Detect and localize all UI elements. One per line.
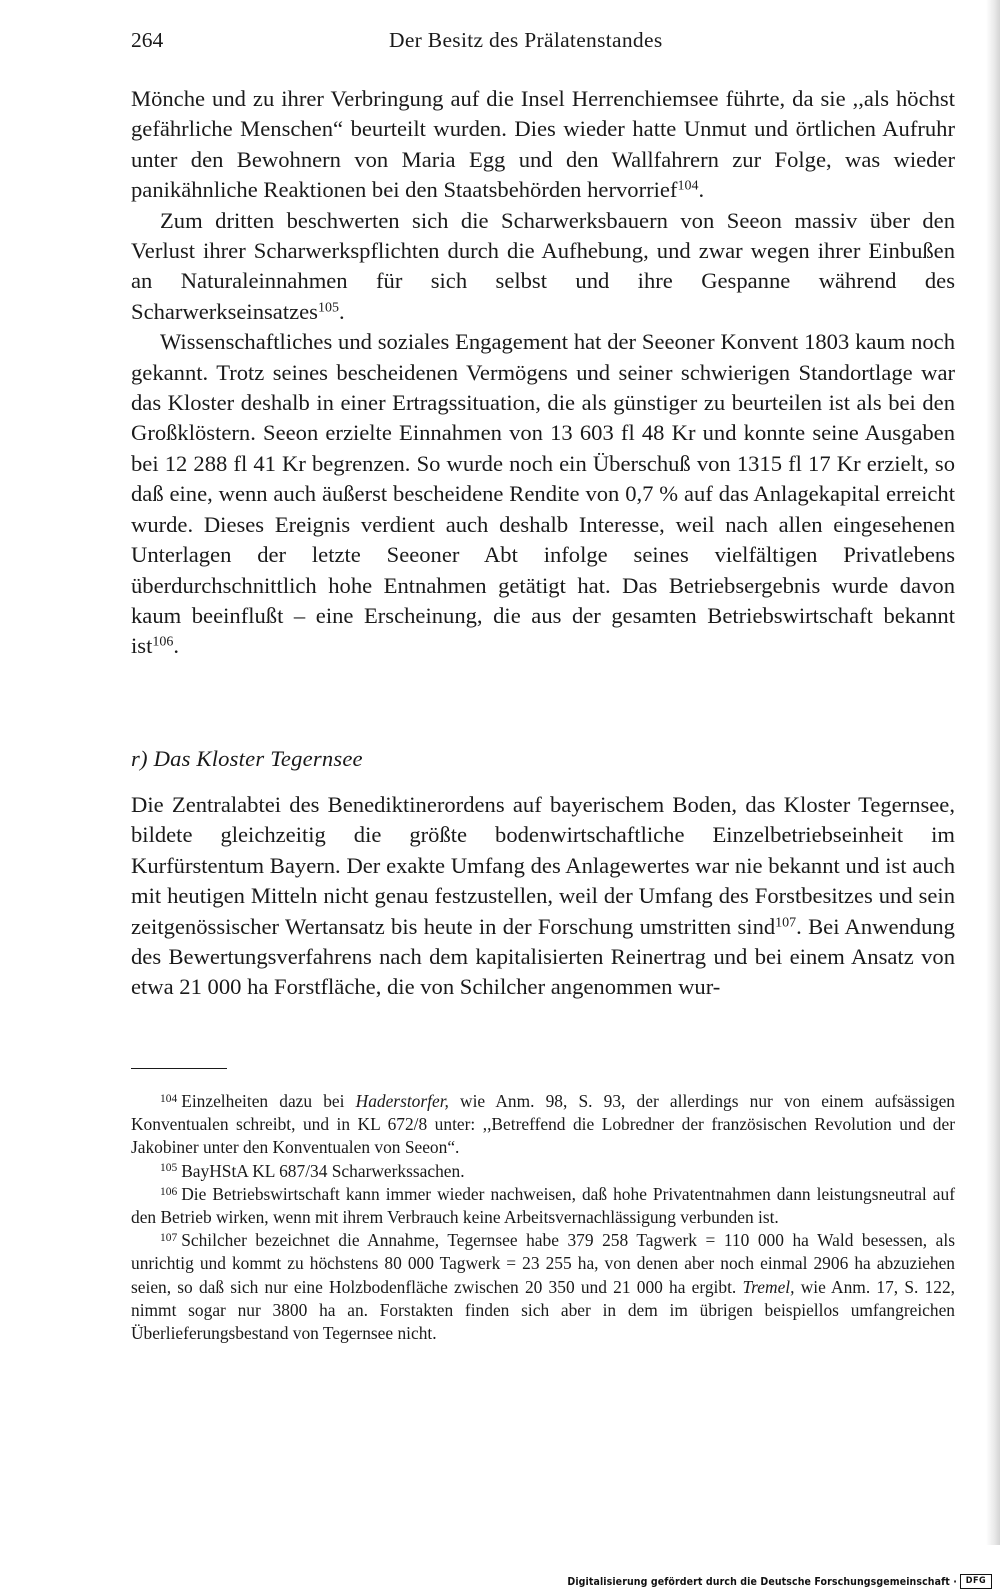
text-run: wie Anm. 98, S. 93, der allerdings nur von einem aufsässigen Konventualen schreibt, und in KL 672/8 unter: ,,Betreffend die Lobredner der französischen Revolution und der Jakobiner unter den Konventualen von Seeon“.: [131, 1091, 956, 1158]
footnote-number: 106: [160, 1185, 178, 1198]
footnote-105: [131, 1160, 955, 1183]
body-text-part-1: [131, 84, 955, 662]
running-header: [131, 28, 951, 58]
footnote-reference: 107: [775, 914, 797, 930]
footnote-number: 107: [160, 1232, 178, 1245]
text-run: .: [338, 298, 345, 324]
text-run: Einzelheiten dazu bei: [181, 1091, 356, 1111]
footnote-104: [131, 1090, 955, 1160]
footnote-reference: 105: [317, 300, 339, 316]
text-run: Schilcher bezeichnet die Annahme, Tegernsee habe 379 258 Tagwerk = 110 000 ha Wald besessen, als unrichtig und kommt zu höchstens 80 000 Tagwerk = 23 255 ha, von denen aber noch einmal 2906 ha abzuziehen seien, so daß sich nur eine Holzbodenfläche zwischen 20 350 und 21 000 ha ergibt.: [131, 1230, 955, 1297]
footnote-106: [131, 1183, 955, 1229]
paragraph: [131, 84, 955, 206]
text-run: .: [698, 177, 705, 203]
paragraph: [131, 327, 955, 661]
running-title: Der Besitz des Prälatenstandes: [389, 28, 663, 52]
text-run: Die Zentralabtei des Benediktinerordens auf bayerischem Boden, das Kloster Tegernsee, bildete gleichzeitig die größte bodenwirtschaftliche Einzelbetriebseinheit im Kurfürstentum Bayern. Der exakte Umfang des Anlagewertes war nie bekannt und ist auch mit heutigen Mitteln nicht genau festzustellen, weil der Umfang des Forstbesitzes und sein zeitgenössischer Wertansatz bis heute in der Forschung umstritten sind: [131, 792, 955, 939]
footnote-separator: [131, 1068, 227, 1069]
text-run: Die Betriebswirtschaft kann immer wieder nachweisen, daß hohe Privatentnahmen dann leistungsneutral auf den Betrieb wirken, wenn mit ihrem Verbrauch keine Arbeitsvernachlässigung verbunden ist.: [131, 1183, 955, 1228]
footnote-reference: 106: [152, 634, 174, 650]
text-run: BayHStA KL 687/34 Scharwerkssachen.: [181, 1160, 465, 1181]
text-run: wie Anm. 17, S. 122, nimmt sogar nur 3800 ha an. Forstakten finden sich aber in dem im übrigen beispiellos umfangreichen Überlieferungsbestand von Tegernsee nicht.: [131, 1276, 955, 1344]
footnote-107: [131, 1229, 955, 1345]
footnote-number: 104: [160, 1092, 178, 1105]
digitization-footer: [567, 1574, 992, 1589]
italic-author-name: Tremel,: [742, 1276, 795, 1297]
footnotes: [131, 1090, 955, 1345]
body-text-part-2: [131, 790, 955, 1003]
text-run: Mönche und zu ihrer Verbringung auf die Insel Herrenchiemsee führte, da sie ,,als höchst gefährliche Menschen“ beurteilt wurden. Dies wieder hatte Unmut und örtlichen Aufruhr unter den Bewohnern von Maria Egg und den Wallfahrern zur Folge, was wieder panikähnliche Reaktionen bei den Staatsbehörden hervorrief: [131, 86, 955, 203]
dfg-logo-icon: DFG: [960, 1574, 992, 1589]
paragraph: [131, 206, 955, 328]
text-run: Zum dritten beschwerten sich die Scharwerksbauern von Seeon massiv über den Verlust ihrer Scharwerkspflichten durch die Aufhebung, und zwar wegen ihrer Einbußen an Naturaleinnahmen für sich selbst und ihre Gespanne während des Scharwerkseinsatzes: [131, 207, 955, 324]
text-run: Wissenschaftliches und soziales Engagement hat der Seeoner Konvent 1803 kaum noch gekannt. Trotz seines bescheidenen Vermögens und seiner schwierigen Standortlage war das Kloster deshalb in einer Ertragssituation, die als günstiger zu beurteilen ist als bei den Großklöstern. Seeon erzielte Einnahmen von 13 603 fl 48 Kr und konnte seine Ausgaben bei 12 288 fl 41 Kr begrenzen. So wurde noch ein Überschuß von 1315 fl 17 Kr erzielt, so daß eine, wenn auch äußerst bescheidene Rendite von 0,7 % auf das Anlagekapital erreicht wurde. Dieses Ereignis verdient auch deshalb Interesse, weil nach allen eingesehenen Unterlagen der letzte Seeoner Abt infolge seines vielfältigen Privatlebens überdurchschnittlich hohe Entnahmen getätigt hat. Das Betriebsergebnis wurde davon kaum beeinflußt – eine Erscheinung, die aus der gesamten Betriebswirtschaft bekannt ist: [131, 329, 955, 659]
digitization-note: Digitalisierung gefördert durch die Deutsche Forschungsgemeinschaft ·: [567, 1575, 957, 1588]
text-run: .: [173, 633, 180, 659]
page-gutter-shadow: [986, 0, 1000, 1545]
page-number: 264: [131, 28, 164, 52]
section-heading: r) Das Kloster Tegernsee: [131, 746, 363, 771]
paragraph: [131, 790, 955, 1003]
text-run: . Bei Anwendung des Bewertungsverfahrens nach dem kapitalisierten Reinertrag und bei einem Ansatz von etwa 21 000 ha Forstfläche, die von Schilcher angenommen wur-: [131, 913, 955, 1000]
footnote-number: 105: [160, 1162, 178, 1175]
italic-author-name: Haderstorfer,: [355, 1091, 449, 1111]
footnote-reference: 104: [677, 178, 699, 194]
